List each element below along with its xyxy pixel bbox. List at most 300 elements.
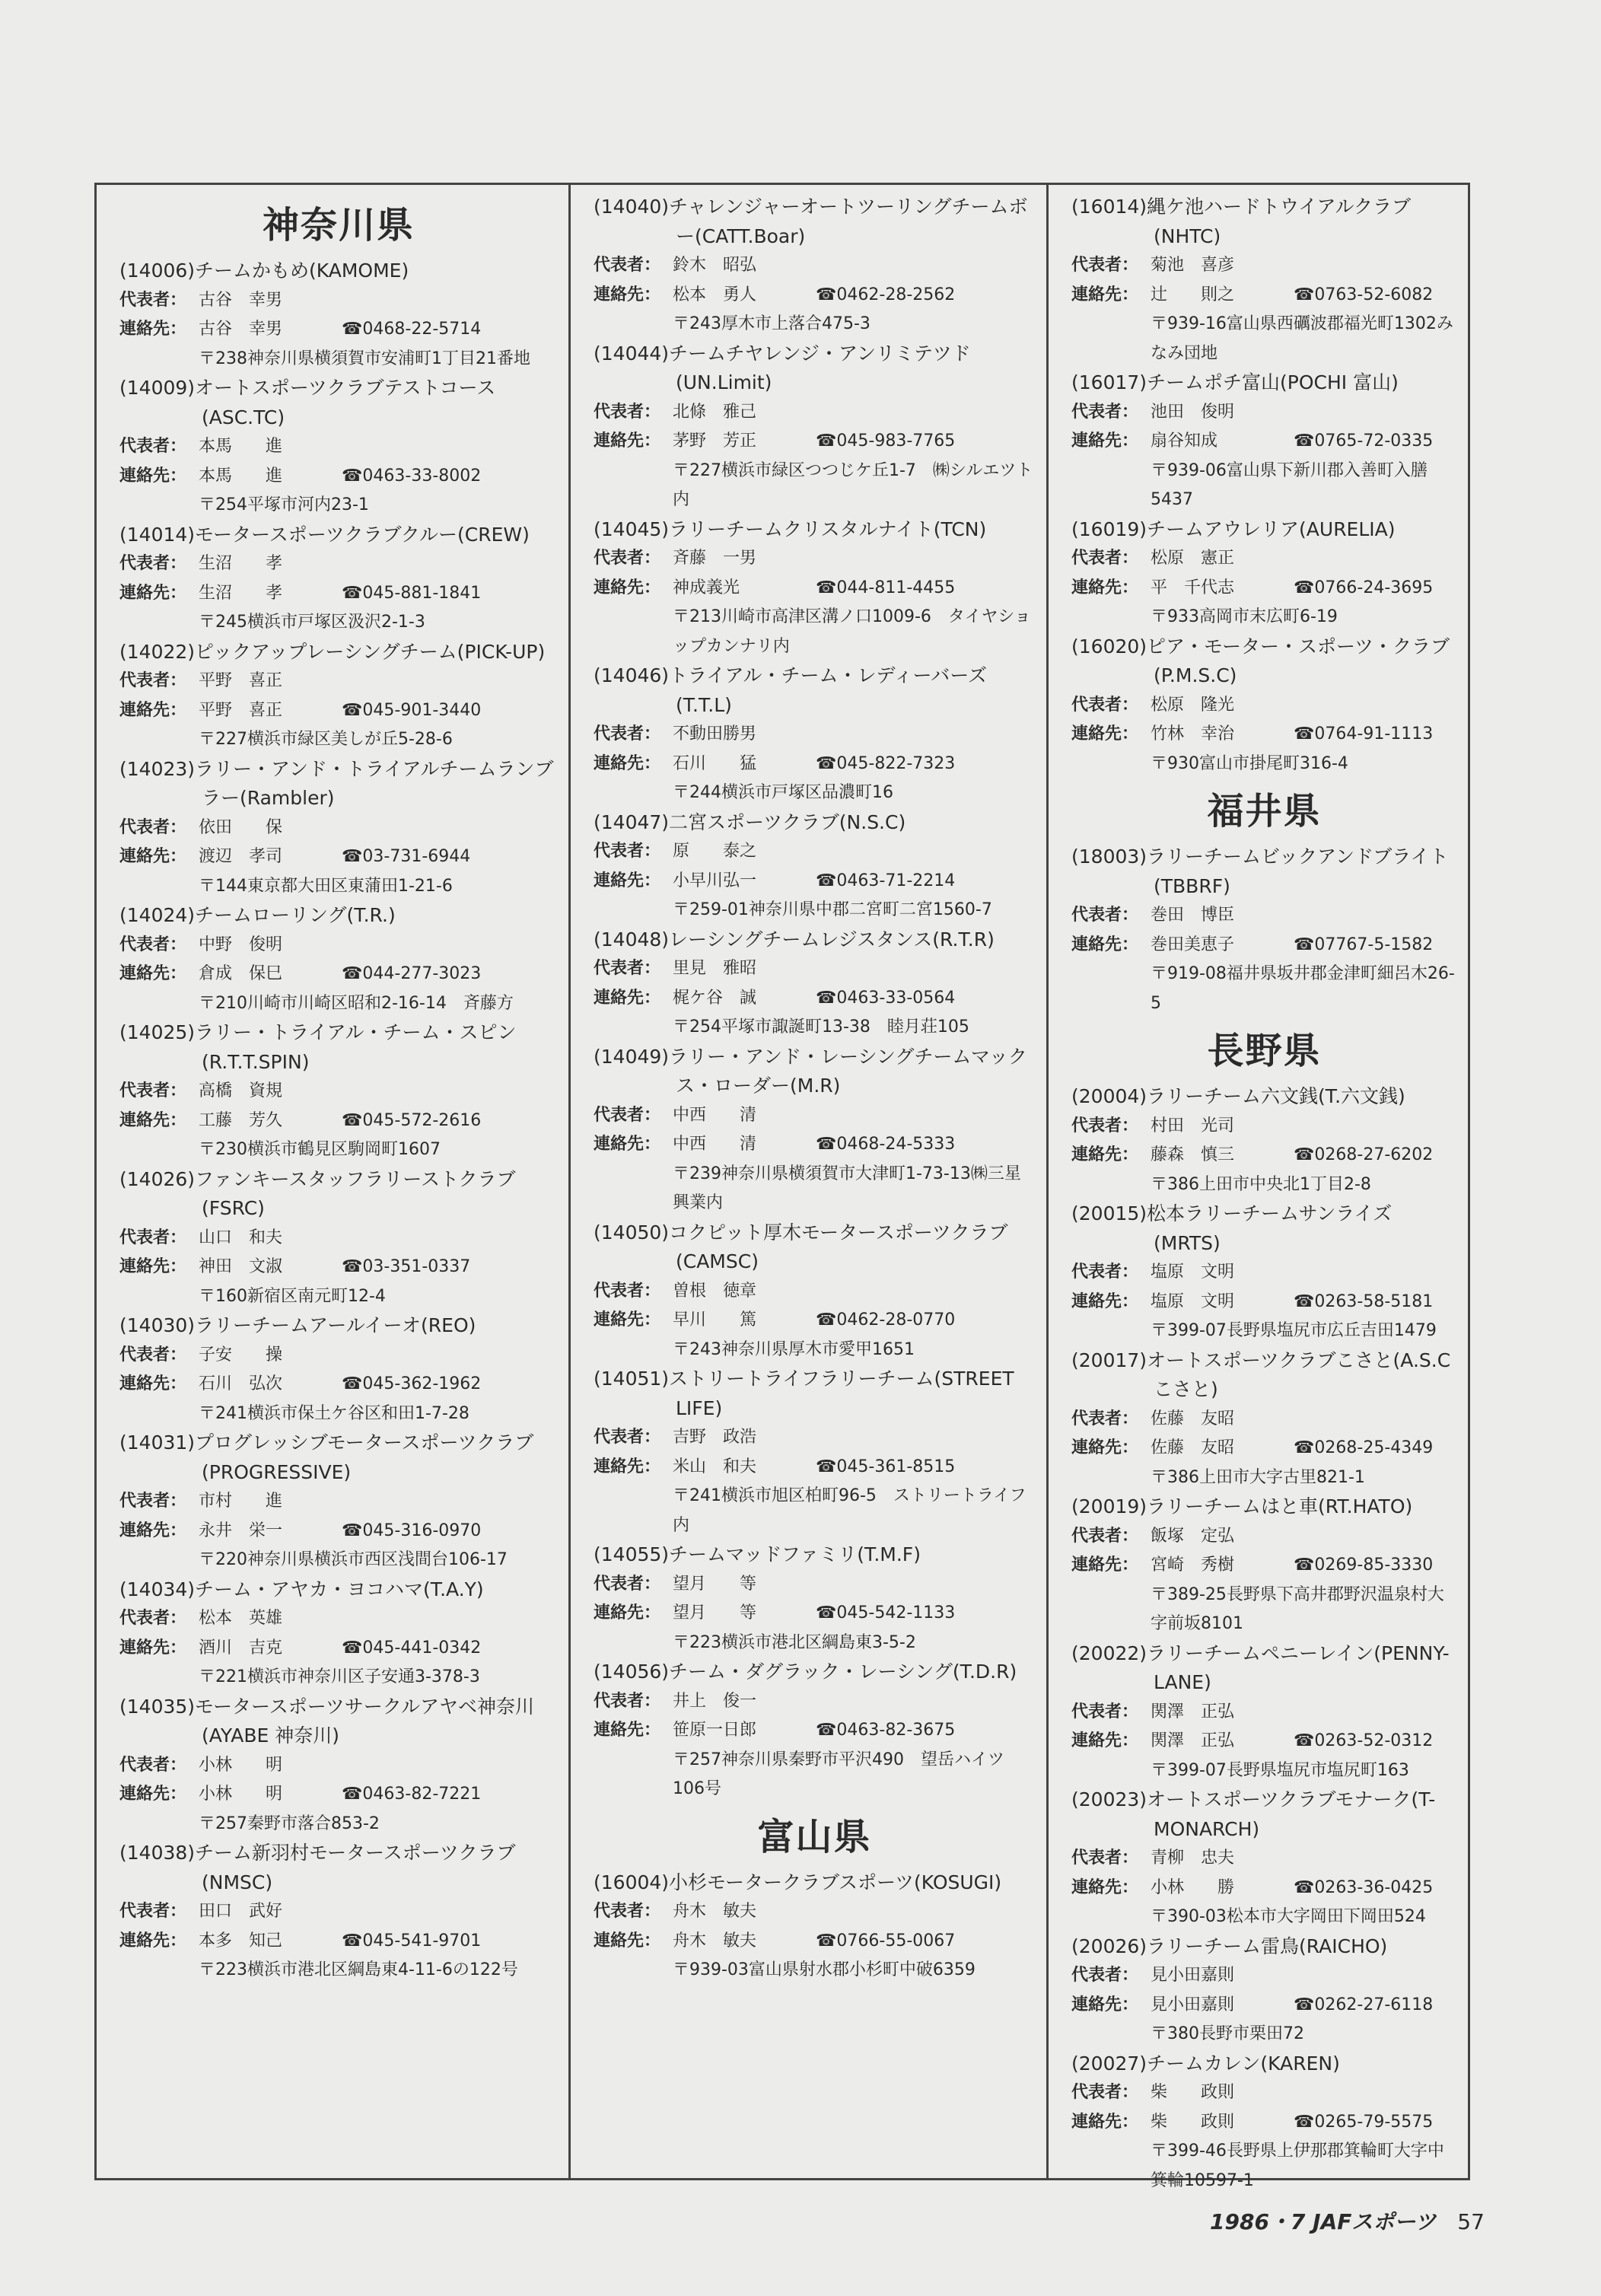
representative-row [119, 1077, 558, 1107]
address: 〒939-03富山県射水郡小杉町中破6359 [673, 1960, 976, 1979]
column-3 [1046, 185, 1468, 2190]
representative-label: 代表者： [594, 1281, 661, 1301]
club-name: (14006)チームかもめ(KAMOME) [119, 260, 409, 282]
representative-label: 代表者： [1071, 1263, 1139, 1282]
representative-name: 曽根 徳章 [673, 1281, 757, 1301]
representative-row [119, 1604, 558, 1634]
contact-row [119, 315, 558, 345]
club-entry [119, 1311, 558, 1428]
phone-number: ☎0265-79-5575 [1294, 2112, 1434, 2132]
club-entry [594, 1868, 1036, 1986]
club-entry [119, 1428, 558, 1575]
representative-label: 代表者： [594, 1105, 661, 1125]
representative-name: 不動田勝男 [673, 724, 757, 744]
contact-name: 本多 知己 [199, 1931, 283, 1950]
club-name: (16014)縄ケ池ハードトウイアルクラブ(NHTC) [1071, 196, 1412, 247]
representative-row [119, 931, 558, 960]
phone-number: ☎045-362-1962 [342, 1374, 482, 1393]
phone-number: ☎045-983-7765 [816, 431, 956, 451]
club-entry [1071, 1639, 1457, 1786]
club-entry [1071, 1492, 1457, 1639]
club-name: (14044)チームチヤレンジ・アンリミテツド(UN.Limit) [594, 342, 971, 393]
phone-number: ☎0262-27-6118 [1294, 1995, 1434, 2014]
representative-label: 代表者： [119, 437, 187, 456]
club-name: (20019)ラリーチームはと車(RT.HATO) [1071, 1495, 1413, 1517]
club-name: (14022)ピックアップレーシングチーム(PICK-UP) [119, 640, 546, 663]
representative-name: 小林 明 [199, 1755, 283, 1775]
phone-number: ☎0268-27-6202 [1294, 1145, 1434, 1164]
contact-name: 巻田美恵子 [1151, 935, 1235, 954]
contact-label: 連絡先： [594, 1931, 661, 1950]
club-name: (14034)チーム・アヤカ・ヨコハマ(T.A.Y) [119, 1578, 484, 1600]
contact-label: 連絡先： [594, 431, 661, 451]
club-entry [594, 1218, 1036, 1365]
representative-name: 子安 操 [199, 1345, 283, 1365]
representative-label: 代表者： [1071, 906, 1139, 925]
contact-row [594, 281, 1036, 310]
club-name: (14035)モータースポーツサークルアヤベ神奈川(AYABE 神奈川) [119, 1695, 535, 1747]
contact-label: 連絡先： [1071, 431, 1139, 451]
phone-number: ☎045-901-3440 [342, 700, 482, 720]
representative-name: 原 泰之 [673, 842, 757, 861]
address: 〒244横浜市戸塚区品濃町16 [673, 783, 893, 802]
prefecture-heading: 神奈川県 [262, 204, 415, 247]
contact-label: 連絡先： [119, 1257, 187, 1276]
phone-number: ☎045-316-0970 [342, 1521, 482, 1540]
contact-name: 梶ケ谷 誠 [673, 988, 757, 1008]
address: 〒210川崎市川崎区昭和2-16-14 斉藤方 [199, 993, 514, 1013]
club-name: (16020)ピア・モーター・スポーツ・クラブ(P.M.S.C) [1071, 635, 1450, 686]
contact-row [1071, 1991, 1457, 2021]
contact-label: 連絡先： [594, 753, 661, 773]
contact-label: 連絡先： [1071, 285, 1139, 304]
representative-label: 代表者： [594, 842, 661, 861]
representative-label: 代表者： [119, 935, 187, 954]
club-entry [594, 515, 1036, 662]
contact-label: 連絡先： [119, 700, 187, 720]
contact-name: 小早川弘一 [673, 871, 757, 890]
representative-label: 代表者： [1071, 402, 1139, 422]
phone-number: ☎03-351-0337 [342, 1257, 471, 1276]
contact-name: 扇谷知成 [1151, 431, 1218, 451]
contact-name: 石川 弘次 [199, 1374, 283, 1393]
contact-label: 連絡先： [119, 964, 187, 983]
phone-number: ☎0765-72-0335 [1294, 431, 1434, 451]
contact-name: 小林 勝 [1151, 1877, 1235, 1897]
club-entry [594, 1658, 1036, 1804]
column-1 [97, 185, 568, 2178]
contact-row [1071, 574, 1457, 603]
representative-row [594, 1423, 1036, 1453]
contact-name: 松本 勇人 [673, 285, 757, 304]
representative-label: 代表者： [594, 1428, 661, 1447]
representative-name: 飯塚 定弘 [1151, 1526, 1235, 1546]
contact-row [1071, 281, 1457, 310]
representative-row [594, 1277, 1036, 1307]
address: 〒144東京都大田区東蒲田1-21-6 [199, 876, 453, 896]
contact-label: 連絡先： [594, 988, 661, 1008]
contact-label: 連絡先： [119, 466, 187, 486]
club-name: (20017)オートスポーツクラブこさと(A.S.Cこさと) [1071, 1349, 1451, 1400]
representative-label: 代表者： [119, 1902, 187, 1921]
club-entry [1071, 1932, 1457, 2049]
address: 〒243厚木市上落合475-3 [673, 314, 871, 333]
address: 〒939-16富山県西礪波郡福光町1302みなみ団地 [1151, 314, 1453, 363]
address: 〒386上田市大字古里821-1 [1151, 1467, 1365, 1487]
representative-name: 依田 保 [199, 817, 283, 837]
club-entry [594, 661, 1036, 808]
club-name: (20015)松本ラリーチームサンライズ(MRTS) [1071, 1202, 1393, 1254]
representative-row [594, 1570, 1036, 1600]
club-name: (14024)チームローリング(T.R.) [119, 904, 396, 926]
address: 〒241横浜市旭区柏町96-5 ストリートライフ内 [673, 1486, 1026, 1535]
contact-row [119, 1253, 558, 1282]
contact-label: 連絡先： [119, 1374, 187, 1393]
contact-row [594, 1927, 1036, 1957]
phone-number: ☎0263-36-0425 [1294, 1877, 1434, 1897]
representative-label: 代表者： [1071, 1966, 1139, 1985]
club-name: (14009)オートスポーツクラブテストコース(ASC.TC) [119, 377, 496, 428]
representative-row [119, 549, 558, 579]
club-entry [1071, 1199, 1457, 1346]
phone-number: ☎0463-33-8002 [342, 466, 482, 486]
contact-row [594, 1306, 1036, 1336]
club-entry [594, 339, 1036, 515]
contact-label: 連絡先： [1071, 1145, 1139, 1164]
representative-name: 青柳 忠夫 [1151, 1849, 1235, 1868]
representative-row [594, 954, 1036, 984]
contact-row [119, 1780, 558, 1810]
contact-name: 望月 等 [673, 1603, 757, 1622]
club-entry [1071, 368, 1457, 515]
contact-row [119, 1517, 558, 1546]
phone-number: ☎045-881-1841 [342, 583, 482, 603]
directory-frame [94, 183, 1470, 2190]
address: 〒254平塚市河内23-1 [199, 495, 369, 514]
club-entry [119, 1165, 558, 1312]
representative-name: 斉藤 一男 [673, 549, 757, 568]
representative-name: 本馬 進 [199, 437, 283, 456]
contact-label: 連絡先： [594, 871, 661, 890]
club-name: (14050)コクピット厚木モータースポーツクラブ(CAMSC) [594, 1221, 1008, 1272]
contact-row [594, 867, 1036, 896]
contact-row [1071, 1727, 1457, 1756]
representative-row [1071, 901, 1457, 931]
address: 〒259-01神奈川県中郡二宮町二宮1560-7 [673, 900, 992, 919]
representative-name: 吉野 政浩 [673, 1428, 757, 1447]
representative-label: 代表者： [119, 817, 187, 837]
club-name: (14023)ラリー・アンド・トライアルチームランブラー(Rambler) [119, 757, 554, 809]
address: 〒241横浜市保土ケ谷区和田1-7-28 [199, 1403, 469, 1423]
club-name: (14014)モータースポーツクラブクルー(CREW) [119, 523, 530, 546]
address: 〒257秦野市落合853-2 [199, 1814, 380, 1833]
phone-number: ☎0468-24-5333 [816, 1135, 956, 1154]
representative-label: 代表者： [1071, 1409, 1139, 1428]
club-name: (20004)ラリーチーム六文銭(T.六文銭) [1071, 1085, 1405, 1107]
representative-row [1071, 1405, 1457, 1435]
address: 〒213川崎市高津区溝ノ口1009-6 タイヤショップカンナリ内 [673, 607, 1031, 656]
page-footer [1210, 2205, 1485, 2236]
representative-label: 代表者： [1071, 256, 1139, 275]
address: 〒227横浜市緑区美しが丘5-28-6 [199, 730, 453, 749]
phone-number: ☎0764-91-1113 [1294, 724, 1434, 744]
address: 〒380長野市栗田72 [1151, 2024, 1304, 2043]
contact-row [594, 1599, 1036, 1629]
representative-label: 代表者： [119, 1081, 187, 1100]
representative-label: 代表者： [1071, 2083, 1139, 2102]
phone-number: ☎0263-52-0312 [1294, 1731, 1434, 1750]
contact-name: 茅野 芳正 [673, 431, 757, 451]
contact-name: 佐藤 友昭 [1151, 1438, 1235, 1457]
representative-label: 代表者： [594, 549, 661, 568]
contact-label: 連絡先： [119, 583, 187, 603]
contact-name: 酒川 吉克 [199, 1638, 283, 1658]
representative-row [594, 837, 1036, 867]
contact-label: 連絡先： [119, 1110, 187, 1130]
phone-number: ☎07767-5-1582 [1294, 935, 1434, 954]
address: 〒399-07長野県塩尻市広丘吉田1479 [1151, 1321, 1437, 1340]
club-name: (14047)二宮スポーツクラブ(N.S.C) [594, 810, 906, 833]
contact-label: 連絡先： [119, 1521, 187, 1540]
contact-row [1071, 931, 1457, 960]
contact-row [119, 1634, 558, 1664]
prefecture-heading: 福井県 [1207, 790, 1322, 833]
contact-row [594, 1716, 1036, 1746]
club-entry [1071, 842, 1457, 1018]
club-entry [119, 1018, 558, 1165]
contact-label: 連絡先： [594, 285, 661, 304]
address: 〒919-08福井県坂井郡金津町細呂木26-5 [1151, 964, 1455, 1013]
phone-number: ☎0463-71-2214 [816, 871, 956, 890]
contact-row [119, 696, 558, 726]
representative-label: 代表者： [119, 1228, 187, 1247]
representative-name: 鈴木 昭弘 [673, 256, 757, 275]
contact-label: 連絡先： [1071, 2112, 1139, 2132]
contact-label: 連絡先： [1071, 578, 1139, 597]
phone-number: ☎045-572-2616 [342, 1110, 482, 1130]
club-name: (20022)ラリーチームペニーレイン(PENNY-LANE) [1071, 1642, 1450, 1693]
contact-name: 舟木 敏夫 [673, 1931, 757, 1950]
representative-name: 田口 武好 [199, 1902, 283, 1921]
club-name: (14051)ストリートライフラリーチーム(STREET LIFE) [594, 1368, 1014, 1419]
address: 〒230横浜市鶴見区駒岡町1607 [199, 1140, 441, 1159]
representative-row [1071, 1112, 1457, 1142]
representative-row [1071, 1844, 1457, 1874]
representative-row [1071, 398, 1457, 428]
contact-row [119, 579, 558, 609]
club-name: (14031)プログレッシブモータースポーツクラブ(PROGRESSIVE) [119, 1431, 534, 1483]
contact-label: 連絡先： [1071, 724, 1139, 744]
representative-name: 中野 俊明 [199, 935, 283, 954]
representative-row [594, 1687, 1036, 1717]
phone-number: ☎0763-52-6082 [1294, 285, 1434, 304]
contact-row [1071, 1874, 1457, 1903]
representative-row [1071, 544, 1457, 574]
representative-label: 代表者： [594, 959, 661, 978]
club-name: (16017)チームポチ富山(POCHI 富山) [1071, 371, 1399, 393]
representative-row [119, 667, 558, 696]
contact-name: 石川 猛 [673, 753, 757, 773]
club-name: (14056)チーム・ダグラック・レーシング(T.D.R) [594, 1661, 1017, 1683]
representative-name: 生沼 孝 [199, 554, 283, 573]
representative-name: 菊池 喜彦 [1151, 256, 1235, 275]
address: 〒386上田市中央北1丁目2-8 [1151, 1174, 1371, 1194]
club-name: (20026)ラリーチーム雷鳥(RAICHO) [1071, 1935, 1388, 1957]
address: 〒243神奈川県厚木市愛甲1651 [673, 1339, 915, 1359]
club-entry [1071, 1082, 1457, 1199]
address: 〒227横浜市緑区つつじケ丘1-7 ㈱シルエツト内 [673, 460, 1033, 509]
representative-row [119, 1487, 558, 1517]
contact-label: 連絡先： [594, 578, 661, 597]
club-name: (20027)チームカレン(KAREN) [1071, 2052, 1340, 2075]
representative-row [119, 1751, 558, 1781]
representative-name: 中西 清 [673, 1105, 757, 1125]
address: 〒239神奈川県横須賀市大津町1-73-13㈱三星興業内 [673, 1164, 1021, 1212]
contact-label: 連絡先： [1071, 1877, 1139, 1897]
club-entry [119, 1693, 558, 1839]
representative-row [1071, 251, 1457, 281]
phone-number: ☎045-542-1133 [816, 1603, 956, 1622]
representative-label: 代表者： [119, 1492, 187, 1511]
club-entry [1071, 1785, 1457, 1932]
contact-name: 平 千代志 [1151, 578, 1235, 597]
representative-label: 代表者： [594, 1691, 661, 1711]
representative-name: 松原 隆光 [1151, 695, 1235, 715]
contact-name: 早川 篤 [673, 1310, 757, 1330]
contact-label: 連絡先： [594, 1721, 661, 1740]
representative-name: 北條 雅己 [673, 402, 757, 422]
contact-label: 連絡先： [1071, 1731, 1139, 1750]
representative-row [594, 544, 1036, 574]
representative-row [594, 398, 1036, 428]
contact-label: 連絡先： [119, 847, 187, 866]
representative-label: 代表者： [1071, 1702, 1139, 1721]
page-number: 57 [1457, 2209, 1485, 2234]
representative-row [594, 720, 1036, 750]
club-entry [119, 374, 558, 521]
address: 〒254平塚市諏誕町13-38 睦月荘105 [673, 1017, 969, 1037]
contact-row [119, 960, 558, 989]
phone-number: ☎045-822-7323 [816, 753, 956, 773]
representative-name: 里見 雅昭 [673, 959, 757, 978]
representative-name: 平野 喜正 [199, 671, 283, 690]
club-entry [1071, 632, 1457, 779]
contact-name: 米山 和夫 [673, 1457, 757, 1476]
contact-label: 連絡先： [594, 1135, 661, 1154]
representative-label: 代表者： [119, 1345, 187, 1365]
contact-name: 工藤 芳久 [199, 1110, 283, 1130]
representative-row [594, 251, 1036, 281]
representative-row [1071, 1522, 1457, 1552]
address: 〒399-46長野県上伊那郡箕輪町大字中箕輪10597-1 [1151, 2142, 1444, 2190]
contact-name: 神成義光 [673, 578, 740, 597]
contact-row [119, 842, 558, 872]
representative-row [594, 1101, 1036, 1131]
phone-number: ☎0462-28-2562 [816, 285, 956, 304]
representative-row [119, 432, 558, 462]
representative-label: 代表者： [119, 290, 187, 310]
contact-row [594, 1453, 1036, 1482]
club-name: (14030)ラリーチームアールイーオ(REO) [119, 1314, 476, 1336]
contact-row [119, 462, 558, 492]
club-entry [594, 808, 1036, 925]
phone-number: ☎044-811-4455 [816, 578, 956, 597]
representative-name: 巻田 博臣 [1151, 906, 1235, 925]
representative-name: 古谷 幸男 [199, 290, 283, 310]
club-entry [1071, 1346, 1457, 1493]
contact-name: 辻 則之 [1151, 285, 1235, 304]
contact-row [1071, 2108, 1457, 2138]
address: 〒399-07長野県塩尻市塩尻町163 [1151, 1760, 1409, 1780]
contact-name: 藤森 慎三 [1151, 1145, 1235, 1164]
representative-label: 代表者： [1071, 695, 1139, 715]
club-name: (14040)チャレンジャーオートツーリングチームボー(CATT.Boar) [594, 196, 1028, 247]
representative-name: 見小田嘉則 [1151, 1966, 1235, 1985]
address: 〒933高岡市末広町6-19 [1151, 607, 1338, 626]
representative-name: 村田 光司 [1151, 1116, 1235, 1135]
representative-name: 市村 進 [199, 1492, 283, 1511]
contact-name: 本馬 進 [199, 466, 283, 486]
contact-row [1071, 720, 1457, 750]
contact-row [594, 427, 1036, 457]
representative-name: 井上 俊一 [673, 1691, 757, 1711]
representative-name: 望月 等 [673, 1574, 757, 1594]
contact-name: 平野 喜正 [199, 700, 283, 720]
representative-label: 代表者： [119, 671, 187, 690]
club-name: (14038)チーム新羽村モータースポーツクラブ(NMSC) [119, 1842, 516, 1893]
club-entry [1071, 2049, 1457, 2196]
contact-row [594, 574, 1036, 603]
representative-label: 代表者： [119, 1609, 187, 1628]
address: 〒160新宿区南元町12-4 [199, 1286, 386, 1306]
club-name: (14026)ファンキースタッフラリーストクラブ(FSRC) [119, 1167, 516, 1219]
representative-name: 佐藤 友昭 [1151, 1409, 1235, 1428]
representative-label: 代表者： [594, 402, 661, 422]
contact-label: 連絡先： [594, 1457, 661, 1476]
phone-number: ☎045-541-9701 [342, 1931, 482, 1950]
representative-row [119, 1341, 558, 1371]
phone-number: ☎0268-25-4349 [1294, 1438, 1434, 1457]
club-name: (14045)ラリーチームクリスタルナイト(TCN) [594, 517, 987, 540]
contact-name: 小林 明 [199, 1785, 283, 1804]
club-name: (14049)ラリー・アンド・レーシングチームマックス・ローダー(M.R) [594, 1045, 1027, 1097]
contact-row [119, 1107, 558, 1136]
representative-label: 代表者： [119, 1755, 187, 1775]
contact-label: 連絡先： [594, 1310, 661, 1330]
club-name: (20023)オートスポーツクラブモナーク(T-MONARCH) [1071, 1788, 1436, 1840]
contact-label: 連絡先： [1071, 1291, 1139, 1311]
club-entry [594, 1365, 1036, 1540]
contact-name: 宮崎 秀樹 [1151, 1556, 1235, 1575]
representative-label: 代表者： [594, 1574, 661, 1594]
club-entry [1071, 515, 1457, 632]
contact-label: 連絡先： [119, 1931, 187, 1950]
representative-row [119, 286, 558, 316]
address: 〒223横浜市港北区綱島東3-5-2 [673, 1632, 916, 1652]
representative-label: 代表者： [1071, 1526, 1139, 1546]
address: 〒220神奈川県横浜市西区浅間台106-17 [199, 1550, 508, 1569]
contact-name: 竹林 幸治 [1151, 724, 1235, 744]
representative-label: 代表者： [1071, 1116, 1139, 1135]
contact-name: 古谷 幸男 [199, 320, 283, 339]
club-name: (16004)小杉モータークラブスポーツ(KOSUGI) [594, 1871, 1002, 1893]
club-entry [119, 755, 558, 902]
address: 〒390-03松本市大字岡田下岡田524 [1151, 1907, 1426, 1926]
contact-row [1071, 1551, 1457, 1581]
representative-row [1071, 691, 1457, 721]
phone-number: ☎045-441-0342 [342, 1638, 482, 1658]
contact-label: 連絡先： [1071, 1556, 1139, 1575]
